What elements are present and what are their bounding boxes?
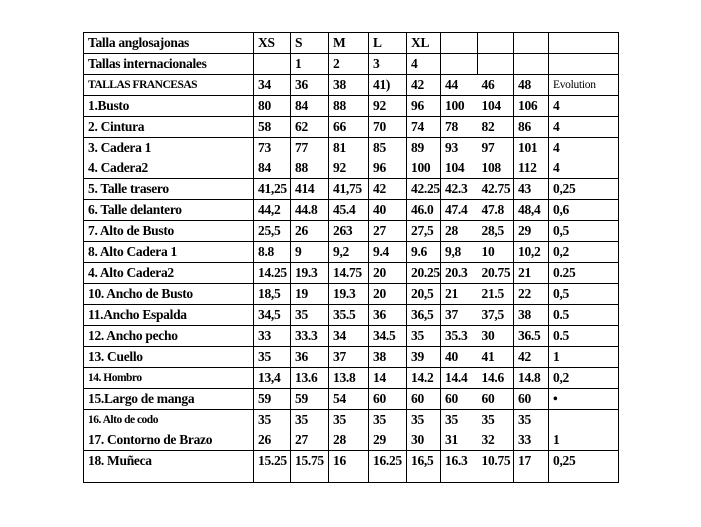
cell-size-48: 43 — [514, 179, 549, 200]
cell-evolution: 0,25 — [549, 451, 619, 483]
cell-evolution: 0,25 — [549, 179, 619, 200]
cell-m: 9,2 — [329, 242, 369, 263]
cell-xl: 35 — [407, 410, 441, 431]
cell-xs: 13,4 — [254, 368, 291, 389]
cell-s: 15.75 — [291, 451, 329, 483]
cell-size-44: 104 — [441, 158, 478, 179]
cell-m: 34 — [329, 326, 369, 347]
cell-size-48: 60 — [514, 389, 549, 410]
cell-size-44: 40 — [441, 347, 478, 368]
cell-size-48: 22 — [514, 284, 549, 305]
cell-s: 77 — [291, 138, 329, 159]
cell-s: 19.3 — [291, 263, 329, 284]
cell-evolution: 4 — [549, 96, 619, 117]
table-row — [84, 368, 619, 389]
cell-xl: 42 — [407, 75, 441, 96]
cell-size-48: 29 — [514, 221, 549, 242]
cell-m: 38 — [329, 75, 369, 96]
cell-m: 28 — [329, 430, 369, 451]
cell-evolution: 0.25 — [549, 263, 619, 284]
cell-evolution: 4 — [549, 158, 619, 179]
cell-size-46: 108 — [478, 158, 514, 179]
cell-size-44: 9,8 — [441, 242, 478, 263]
cell-m: 88 — [329, 96, 369, 117]
cell-s: 26 — [291, 221, 329, 242]
cell-l: 35 — [369, 410, 407, 431]
cell-evolution: 0,5 — [549, 221, 619, 242]
cell-xs: 14.25 — [254, 263, 291, 284]
cell-measurement: 7. Alto de Busto — [84, 221, 254, 242]
cell-m: 35.5 — [329, 305, 369, 326]
table-row — [84, 451, 619, 483]
cell-xs: 73 — [254, 138, 291, 159]
cell-evolution: • — [549, 389, 619, 410]
cell-size-44: 28 — [441, 221, 478, 242]
cell-size-46: 46 — [478, 75, 514, 96]
table-row — [84, 96, 619, 117]
cell-m: 13.8 — [329, 368, 369, 389]
cell-xl: 4 — [407, 54, 441, 75]
cell-l: 20 — [369, 263, 407, 284]
cell-size-44: 93 — [441, 138, 478, 159]
cell-xl: 16,5 — [407, 451, 441, 483]
cell-size-48: 36.5 — [514, 326, 549, 347]
cell-size-46: 47.8 — [478, 200, 514, 221]
cell-l: 60 — [369, 389, 407, 410]
cell-evolution: 4 — [549, 138, 619, 159]
cell-s: 1 — [291, 54, 329, 75]
cell-size-44: 44 — [441, 75, 478, 96]
cell-size-44: 21 — [441, 284, 478, 305]
cell-measurement: 12. Ancho pecho — [84, 326, 254, 347]
cell-xs: 80 — [254, 96, 291, 117]
cell-size-48 — [514, 54, 549, 75]
cell-xs: 35 — [254, 410, 291, 431]
cell-measurement: 14. Hombro — [84, 368, 254, 389]
cell-xl: 20,5 — [407, 284, 441, 305]
cell-l: 70 — [369, 117, 407, 138]
cell-evolution — [549, 54, 619, 75]
cell-xl: 20.25 — [407, 263, 441, 284]
cell-l: 41) — [369, 75, 407, 96]
cell-evolution: 1 — [549, 430, 619, 451]
cell-evolution — [549, 33, 619, 54]
table-row — [84, 410, 619, 431]
cell-m: 16 — [329, 451, 369, 483]
cell-xl: 9.6 — [407, 242, 441, 263]
cell-m: 35 — [329, 410, 369, 431]
cell-size-44 — [441, 54, 478, 75]
cell-l: 16.25 — [369, 451, 407, 483]
cell-evolution: Evolution — [549, 75, 619, 96]
cell-xs: 18,5 — [254, 284, 291, 305]
table-row — [84, 158, 619, 179]
cell-xl: 60 — [407, 389, 441, 410]
cell-size-46 — [478, 33, 514, 54]
cell-m: 92 — [329, 158, 369, 179]
cell-s: 27 — [291, 430, 329, 451]
cell-size-44: 42.3 — [441, 179, 478, 200]
cell-measurement: 8. Alto Cadera 1 — [84, 242, 254, 263]
cell-measurement: Talla anglosajonas — [84, 33, 254, 54]
cell-size-46: 20.75 — [478, 263, 514, 284]
cell-xs: 8.8 — [254, 242, 291, 263]
cell-s: 59 — [291, 389, 329, 410]
cell-xs: 34 — [254, 75, 291, 96]
cell-xs: 25,5 — [254, 221, 291, 242]
cell-size-46: 41 — [478, 347, 514, 368]
cell-size-44: 78 — [441, 117, 478, 138]
cell-measurement: 11.Ancho Espalda — [84, 305, 254, 326]
cell-s: 35 — [291, 410, 329, 431]
cell-size-44: 35.3 — [441, 326, 478, 347]
cell-measurement: 15.Largo de manga — [84, 389, 254, 410]
cell-xl: 89 — [407, 138, 441, 159]
cell-evolution: 0,6 — [549, 200, 619, 221]
cell-xs: 58 — [254, 117, 291, 138]
cell-size-46: 82 — [478, 117, 514, 138]
header-row — [84, 54, 619, 75]
cell-size-44: 31 — [441, 430, 478, 451]
table-row — [84, 284, 619, 305]
cell-measurement: 4. Alto Cadera2 — [84, 263, 254, 284]
cell-s: 9 — [291, 242, 329, 263]
cell-size-48: 106 — [514, 96, 549, 117]
cell-size-46: 10.75 — [478, 451, 514, 483]
cell-size-48 — [514, 33, 549, 54]
cell-l: 20 — [369, 284, 407, 305]
cell-s: 36 — [291, 75, 329, 96]
cell-l: 92 — [369, 96, 407, 117]
cell-size-44 — [441, 33, 478, 54]
cell-l: 29 — [369, 430, 407, 451]
cell-s: 35 — [291, 305, 329, 326]
cell-size-44: 100 — [441, 96, 478, 117]
cell-size-48: 112 — [514, 158, 549, 179]
cell-xs: 34,5 — [254, 305, 291, 326]
cell-size-44: 16.3 — [441, 451, 478, 483]
cell-size-46: 21.5 — [478, 284, 514, 305]
cell-evolution: 0.5 — [549, 305, 619, 326]
cell-measurement: 13. Cuello — [84, 347, 254, 368]
cell-xs: 35 — [254, 347, 291, 368]
cell-size-48: 33 — [514, 430, 549, 451]
cell-size-46: 14.6 — [478, 368, 514, 389]
cell-size-48: 48,4 — [514, 200, 549, 221]
cell-xs — [254, 54, 291, 75]
cell-size-46: 60 — [478, 389, 514, 410]
cell-size-48: 14.8 — [514, 368, 549, 389]
cell-m: 37 — [329, 347, 369, 368]
cell-size-48: 10,2 — [514, 242, 549, 263]
cell-xs: 84 — [254, 158, 291, 179]
cell-l: 85 — [369, 138, 407, 159]
cell-evolution: 0,5 — [549, 284, 619, 305]
cell-xs: 41,25 — [254, 179, 291, 200]
cell-l: 3 — [369, 54, 407, 75]
cell-s: 44.8 — [291, 200, 329, 221]
cell-size-46: 97 — [478, 138, 514, 159]
cell-size-48: 35 — [514, 410, 549, 431]
cell-size-48: 48 — [514, 75, 549, 96]
table-row — [84, 221, 619, 242]
header-row — [84, 75, 619, 96]
table-row — [84, 305, 619, 326]
cell-size-46: 28,5 — [478, 221, 514, 242]
cell-xl: 46.0 — [407, 200, 441, 221]
cell-size-46: 30 — [478, 326, 514, 347]
table-row — [84, 200, 619, 221]
cell-measurement: 1.Busto — [84, 96, 254, 117]
cell-m: 54 — [329, 389, 369, 410]
cell-xs: XS — [254, 33, 291, 54]
cell-m: 41,75 — [329, 179, 369, 200]
cell-xl: 96 — [407, 96, 441, 117]
cell-size-44: 14.4 — [441, 368, 478, 389]
cell-size-48: 17 — [514, 451, 549, 483]
cell-size-44: 37 — [441, 305, 478, 326]
cell-size-44: 20.3 — [441, 263, 478, 284]
table-row — [84, 347, 619, 368]
cell-s: 88 — [291, 158, 329, 179]
table-row — [84, 138, 619, 159]
cell-measurement: TALLAS FRANCESAS — [84, 75, 254, 96]
cell-size-46: 35 — [478, 410, 514, 431]
cell-evolution: 4 — [549, 117, 619, 138]
cell-s: 414 — [291, 179, 329, 200]
cell-m: 66 — [329, 117, 369, 138]
cell-evolution: 0.5 — [549, 326, 619, 347]
cell-l: 9.4 — [369, 242, 407, 263]
table-row — [84, 389, 619, 410]
cell-size-46: 42.75 — [478, 179, 514, 200]
cell-size-48: 86 — [514, 117, 549, 138]
cell-l: 38 — [369, 347, 407, 368]
cell-s: 62 — [291, 117, 329, 138]
table-row — [84, 430, 619, 451]
cell-measurement: 6. Talle delantero — [84, 200, 254, 221]
cell-size-46: 32 — [478, 430, 514, 451]
cell-l: 27 — [369, 221, 407, 242]
cell-xl: 35 — [407, 326, 441, 347]
size-chart-body — [84, 33, 619, 483]
cell-xs: 59 — [254, 389, 291, 410]
cell-xs: 44,2 — [254, 200, 291, 221]
cell-xs: 33 — [254, 326, 291, 347]
cell-size-48: 21 — [514, 263, 549, 284]
cell-size-46: 37,5 — [478, 305, 514, 326]
cell-s: 19 — [291, 284, 329, 305]
cell-s: 13.6 — [291, 368, 329, 389]
cell-l: 96 — [369, 158, 407, 179]
cell-size-46 — [478, 54, 514, 75]
cell-evolution — [549, 410, 619, 431]
cell-l: 36 — [369, 305, 407, 326]
cell-measurement: 18. Muñeca — [84, 451, 254, 483]
cell-size-44: 60 — [441, 389, 478, 410]
table-row — [84, 117, 619, 138]
cell-measurement: 2. Cintura — [84, 117, 254, 138]
cell-m: 263 — [329, 221, 369, 242]
cell-measurement: 5. Talle trasero — [84, 179, 254, 200]
cell-xs: 15.25 — [254, 451, 291, 483]
cell-measurement: 4. Cadera2 — [84, 158, 254, 179]
cell-measurement: 3. Cadera 1 — [84, 138, 254, 159]
cell-xl: 42.25 — [407, 179, 441, 200]
cell-size-48: 42 — [514, 347, 549, 368]
size-chart-table — [83, 32, 619, 483]
cell-measurement: Tallas internacionales — [84, 54, 254, 75]
cell-xl: 74 — [407, 117, 441, 138]
cell-m: 81 — [329, 138, 369, 159]
cell-m: 19.3 — [329, 284, 369, 305]
table-row — [84, 179, 619, 200]
cell-size-48: 101 — [514, 138, 549, 159]
cell-l: L — [369, 33, 407, 54]
cell-xl: 100 — [407, 158, 441, 179]
cell-size-46: 10 — [478, 242, 514, 263]
cell-l: 42 — [369, 179, 407, 200]
table-row — [84, 263, 619, 284]
table-row — [84, 242, 619, 263]
table-row — [84, 326, 619, 347]
cell-m: M — [329, 33, 369, 54]
cell-measurement: 10. Ancho de Busto — [84, 284, 254, 305]
cell-s: 36 — [291, 347, 329, 368]
cell-evolution: 1 — [549, 347, 619, 368]
cell-m: 14.75 — [329, 263, 369, 284]
cell-measurement: 17. Contorno de Brazo — [84, 430, 254, 451]
header-row — [84, 33, 619, 54]
cell-s: 84 — [291, 96, 329, 117]
cell-measurement: 16. Alto de codo — [84, 410, 254, 431]
cell-xl: 30 — [407, 430, 441, 451]
cell-xl: 14.2 — [407, 368, 441, 389]
cell-evolution: 0,2 — [549, 242, 619, 263]
cell-m: 45.4 — [329, 200, 369, 221]
cell-size-46: 104 — [478, 96, 514, 117]
cell-size-44: 35 — [441, 410, 478, 431]
cell-l: 34.5 — [369, 326, 407, 347]
cell-xs: 26 — [254, 430, 291, 451]
cell-xl: 36,5 — [407, 305, 441, 326]
cell-xl: 39 — [407, 347, 441, 368]
cell-l: 14 — [369, 368, 407, 389]
cell-s: S — [291, 33, 329, 54]
cell-evolution: 0,2 — [549, 368, 619, 389]
cell-l: 40 — [369, 200, 407, 221]
cell-s: 33.3 — [291, 326, 329, 347]
cell-m: 2 — [329, 54, 369, 75]
cell-xl: XL — [407, 33, 441, 54]
cell-xl: 27,5 — [407, 221, 441, 242]
cell-size-44: 47.4 — [441, 200, 478, 221]
cell-size-48: 38 — [514, 305, 549, 326]
